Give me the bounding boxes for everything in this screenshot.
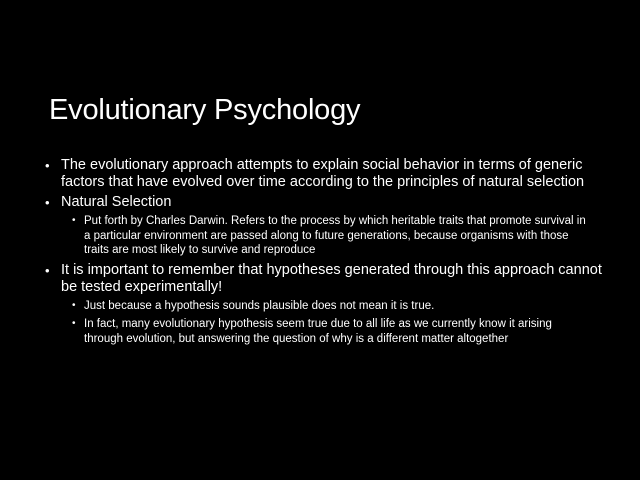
bullet-dot: • [45, 262, 50, 278]
bullet-dot: • [45, 158, 50, 173]
bullet-dot: • [45, 195, 50, 210]
slide-title: Evolutionary Psychology [49, 94, 361, 126]
sub-bullet-text: Put forth by Charles Darwin. Refers to the process by which heritable traits that promote survival in a particular environment are passed along to future generations, because organisms with those traits are most likely to survive and reproduce [84, 215, 586, 256]
bullet-evolutionary-approach [44, 157, 604, 191]
sub-bullet-plausible [72, 299, 594, 314]
sub-bullet-text: Just because a hypothesis sounds plausible does not mean it is true. [84, 299, 435, 312]
bullet-text: It is important to remember that hypotheses generated through this approach cannot be tested experimentally! [61, 261, 602, 295]
sub-bullet-darwin [72, 214, 594, 258]
slide-content [44, 157, 604, 350]
sub-bullet-evolution-why [72, 317, 594, 346]
sub-bullet-dot: • [72, 299, 76, 311]
bullet-hypotheses-warning [44, 262, 604, 296]
sub-bullet-dot: • [72, 215, 76, 226]
bullet-natural-selection [44, 194, 604, 211]
bullet-text: The evolutionary approach attempts to explain social behavior in terms of generic factors that have evolved over time according to the principles of natural selection [61, 157, 585, 190]
bullet-text: Natural Selection [61, 194, 172, 210]
sub-bullet-dot: • [72, 318, 76, 329]
sub-bullet-text: In fact, many evolutionary hypothesis seem true due to all life as we currently know it arising through evolution, but answering the question of why is a different matter altogether [84, 318, 552, 345]
